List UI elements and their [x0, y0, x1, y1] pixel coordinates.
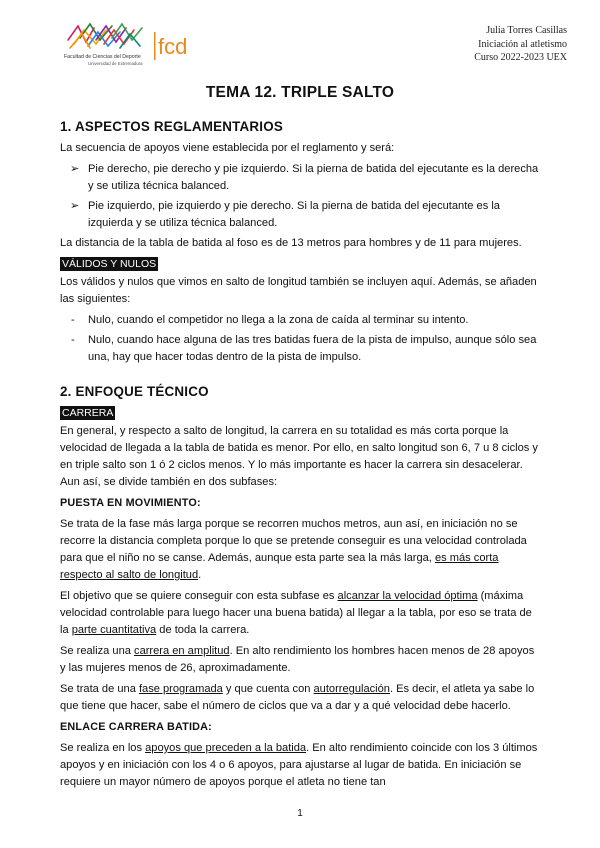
logo-line-2: Universidad de Extremadura [88, 61, 143, 66]
section-1-intro: La secuencia de apoyos viene establecida por el reglamento y será: [60, 142, 395, 154]
puesta-paragraph-3: Se realiza una carrera en amplitud. En alto rendimiento los hombres hacen menos de 28 apoyos y las mujeres menos de 26, aproximadamente. [60, 645, 535, 674]
enlace-heading: ENLACE CARRERA BATIDA: [60, 721, 212, 733]
validos-paragraph: Los válidos y nulos que vimos en salto de longitud también se incluyen aquí. Además, se añaden las siguientes: [60, 276, 537, 305]
puesta-paragraph-4: Se trata de una fase programada y que cuenta con autorregulación. Es decir, el atleta ya sabe lo que tiene que hacer, sabe el número de ciclos que va a dar y a qué velocidad debe hacerlo. [60, 683, 535, 712]
logo-letters: fcd [158, 34, 188, 59]
dash-bullet-icon: - [71, 314, 75, 326]
puesta-paragraph-2: El objetivo que se quiere conseguir con esta subfase es alcanzar la velocidad óptima (máxima velocidad controlable para luego hacer una buena batida) al llegar a la tabla, por eso se trata de la parte cuantitativa de toda la carrera. [60, 590, 532, 636]
puesta-heading: PUESTA EN MOVIMIENTO: [60, 497, 201, 509]
list-item: - Nulo, cuando hace alguna de las tres batidas fuera de la pista de impulso, aunque sólo sea una, hay que hacer todas dentro de la pista de impulso. [71, 334, 537, 363]
validos-nulos-label: VÁLIDOS Y NULOS [62, 258, 157, 270]
nulos-list [60, 312, 540, 366]
section-1-heading: 1. ASPECTOS REGLAMENTARIOS [60, 119, 283, 134]
enlace-paragraph: Se realiza en los apoyos que preceden a la batida. En alto rendimiento coincide con los 3 últimos apoyos y en iniciación con los 4 o 6 apoyos, para ajustarse al lugar de batida. En iniciación se requiere un mayor número de apoyos porque el atleta no tiene tan [60, 742, 538, 788]
dash-bullet-icon: - [71, 334, 75, 346]
page-title: TEMA 12. TRIPLE SALTO [205, 84, 395, 101]
document-body [60, 118, 540, 795]
section-2-heading: 2. ENFOQUE TÉCNICO [60, 384, 209, 399]
arrow-bullet-icon: ➢ [70, 200, 80, 212]
carrera-label: CARRERA [62, 407, 114, 419]
carrera-paragraph: En general, y respecto a salto de longitud, la carrera en su totalidad es más corta porque la velocidad de llegada a la tabla de batida es menor. Por ello, en salto longitud son 6, 7 u 8 ciclos y en triple salto son 1 ó 2 ciclos menos. Y lo más importante es hacer la carrera sin desacelerar. Aun así, se divide también en dos subfases: [60, 425, 538, 488]
list-item: ➢ Pie derecho, pie derecho y pie izquierdo. Si la pierna de batida del ejecutante es la derecha y se utiliza técnica balanced. [70, 163, 539, 192]
course-name: Curso 2022-2023 UEX [474, 52, 567, 63]
subject-name: Iniciación al atletismo [478, 38, 567, 50]
page-number: 1 [297, 808, 303, 819]
author-name: Julia Torres Casillas [486, 25, 567, 36]
logo-line-1: Facultad de Ciencias del Deporte [64, 54, 141, 60]
arrow-bullet-icon: ➢ [70, 163, 80, 175]
support-sequence-list [60, 161, 540, 232]
list-item: ➢ Pie izquierdo, pie izquierdo y pie derecho. Si la pierna de batida del ejecutante es la izquierda y se utiliza técnica balanced. [70, 200, 500, 229]
puesta-paragraph-1: Se trata de la fase más larga porque se recorren muchos metros, aun así, en iniciación no se recorre la distancia completa porque lo que se pretende conseguir es una velocidad controlada para que el niño no se canse. Además, aunque esta parte sea la más larga, es más corta respecto al salto de longitud. [60, 518, 527, 581]
faculty-logo [60, 18, 195, 70]
distance-paragraph: La distancia de la tabla de batida al foso es de 13 metros para hombres y de 11 para mujeres. [60, 237, 522, 249]
list-item: - Nulo, cuando el competidor no llega a la zona de caída al terminar su intento. [60, 312, 540, 329]
page-header-info [474, 24, 567, 65]
